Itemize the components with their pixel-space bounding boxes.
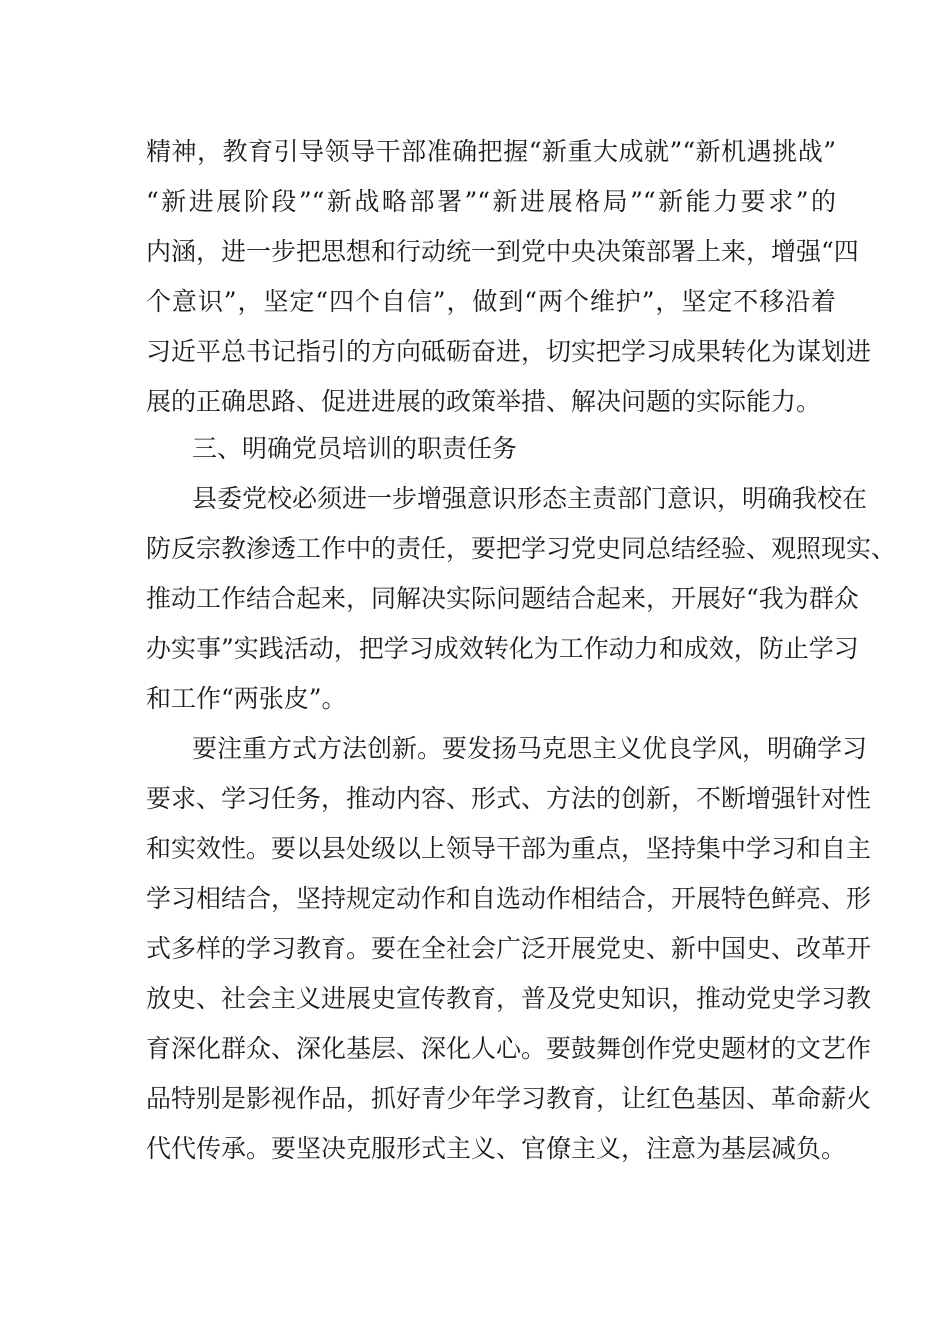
text-line: 代代传承。要坚决克服形式主义、官僚主义，注意为基层减负。 bbox=[146, 1134, 847, 1163]
text-line: 要求、学习任务，推动内容、形式、方法的创新，不断增强针对性 bbox=[146, 784, 872, 813]
text-line: 展的正确思路、促进进展的政策举措、解决问题的实际能力。 bbox=[146, 387, 822, 416]
text-line: 防反宗教渗透工作中的责任，要把学习党史同总结经验、观照现实、 bbox=[146, 534, 897, 563]
section-heading: 三、明确党员培训的职责任务 bbox=[192, 434, 518, 463]
text-line: 育深化群众、深化基层、深化人心。要鼓舞创作党史题材的文艺作 bbox=[146, 1034, 872, 1063]
text-line: 推动工作结合起来，同解决实际问题结合起来，开展好“我为群众 bbox=[146, 584, 859, 613]
text-line: 习近平总书记指引的方向砥砺奋进，切实把学习成果转化为谋划进 bbox=[146, 337, 872, 366]
text-line: 个意识”，坚定“四个自信”，做到“两个维护”，坚定不移沿着 bbox=[146, 287, 836, 316]
text-line: “新进展阶段”“新战略部署”“新进展格局”“新能力要求”的 bbox=[146, 187, 836, 216]
text-line: 精神，教育引导领导干部准确把握“新重大成就”“新机遇挑战” bbox=[146, 137, 836, 166]
text-line: 办实事”实践活动，把学习成效转化为工作动力和成效，防止学习 bbox=[146, 634, 859, 663]
text-line: 要注重方式方法创新。要发扬马克思主义优良学风，明确学习 bbox=[192, 734, 868, 763]
text-line: 放史、社会主义进展史宣传教育，普及党史知识，推动党史学习教 bbox=[146, 984, 872, 1013]
text-line: 品特别是影视作品，抓好青少年学习教育，让红色基因、革命薪火 bbox=[146, 1084, 872, 1113]
text-line: 内涵，进一步把思想和行动统一到党中央决策部署上来，增强“四 bbox=[146, 237, 859, 266]
text-line: 和实效性。要以县处级以上领导干部为重点，坚持集中学习和自主 bbox=[146, 834, 872, 863]
text-line: 县委党校必须进一步增强意识形态主责部门意识，明确我校在 bbox=[192, 484, 868, 513]
text-line: 式多样的学习教育。要在全社会广泛开展党史、新中国史、改革开 bbox=[146, 934, 872, 963]
text-line: 和工作“两张皮”。 bbox=[146, 684, 347, 713]
text-line: 学习相结合，坚持规定动作和自选动作相结合，开展特色鲜亮、形 bbox=[146, 884, 872, 913]
